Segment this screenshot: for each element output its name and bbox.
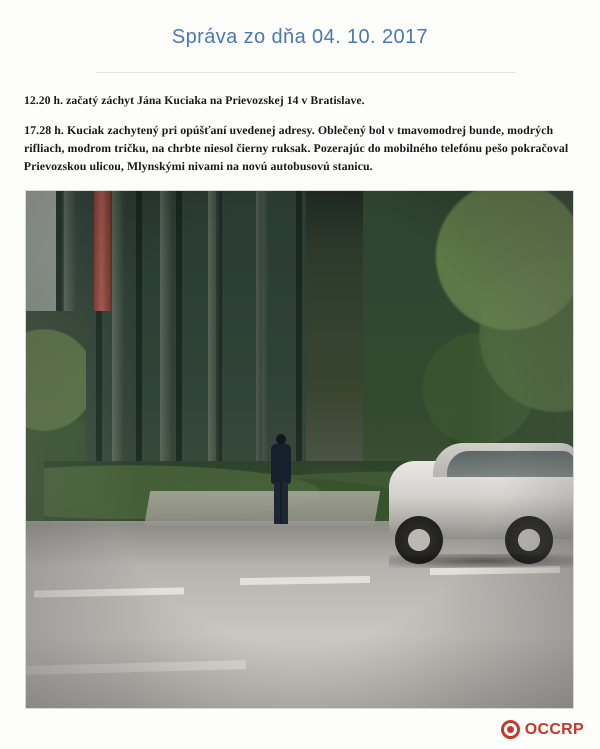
- photo-scene: [26, 191, 573, 708]
- page-title: Správa zo dňa 04. 10. 2017: [171, 26, 429, 48]
- occrp-logo: [501, 720, 584, 739]
- occrp-logo-text: OCCRP: [524, 720, 584, 738]
- figure-torso: [271, 444, 291, 484]
- red-pillar: [94, 191, 111, 311]
- car-window: [447, 451, 573, 477]
- figure-legs: [274, 482, 288, 524]
- parked-car: [389, 443, 573, 568]
- pedestrian-figure: [268, 434, 294, 526]
- surveillance-photo: [26, 191, 573, 708]
- occrp-circle-icon: [501, 720, 520, 739]
- entry-text: Kuciak zachytený pri opúšťaní uvedenej adresy. Oblečený bol v tmavomodrej bunde, modrých rifliach, modrom tričku, na chrbte niesol čierny ruksak. Pozerajúc do mobilného telefónu pešo pokračoval Prievozskou ulicou, Mlynskými nivami na novú autobusovú stanicu.: [23, 122, 569, 173]
- entry-timestamp: 12.20 h.: [23, 94, 64, 107]
- report-entry-2: [24, 121, 581, 175]
- header-divider: [96, 72, 516, 73]
- sky-region: [26, 191, 60, 321]
- entry-text: začatý záchyt Jána Kuciaka na Prievozskej 14 v Bratislave.: [66, 94, 365, 107]
- report-body: [24, 92, 580, 186]
- entry-timestamp: 17.28 h.: [24, 122, 65, 137]
- car-shadow: [389, 554, 573, 568]
- report-entry-1: [24, 92, 580, 110]
